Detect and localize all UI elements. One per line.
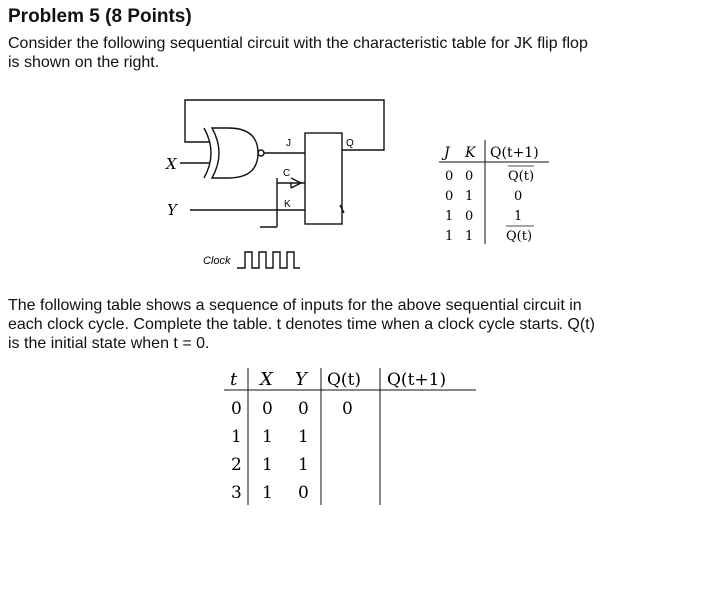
xor-gate-back-curve: [204, 128, 211, 178]
seq-cell: 0: [262, 399, 273, 419]
seq-header-qnext: Q(t+1): [387, 370, 447, 390]
jk-cell: 0: [514, 189, 523, 204]
sequence-paragraph: [8, 296, 708, 353]
jk-cell: 1: [514, 209, 523, 224]
y-label: Y: [167, 201, 177, 219]
sequence-line-1: The following table shows a sequence of inputs for the above sequential circuit in: [8, 297, 582, 314]
sequence-line-3: is the initial state when t = 0.: [8, 335, 210, 352]
jk-header-j: J: [444, 145, 450, 161]
jk-cell: Q(t): [508, 169, 535, 184]
jk-cell: 0: [465, 169, 474, 184]
intro-line-2: is shown on the right.: [8, 54, 160, 71]
jk-cell: 0: [465, 209, 474, 224]
problem-title: Problem 5 (8 Points): [8, 6, 192, 27]
jk-cell: 1: [445, 209, 454, 224]
sequence-table: [224, 368, 476, 505]
jk-cell: 0: [445, 169, 454, 184]
xor-gate-body: [212, 128, 258, 178]
c-pin-label: C: [283, 168, 291, 179]
jk-flip-flop: [305, 133, 342, 224]
clock-waveform: [237, 252, 300, 268]
jk-cell: 0: [445, 189, 454, 204]
seq-cell: 1: [262, 483, 273, 503]
seq-cell: 1: [231, 427, 242, 447]
seq-header-x: X: [260, 369, 273, 390]
xor-output-bubble: [258, 150, 264, 156]
q-pin-label: Q: [346, 138, 354, 149]
seq-header-t: t: [230, 369, 238, 390]
seq-header-y: Y: [295, 369, 307, 390]
seq-cell: 0: [298, 483, 309, 503]
jk-header-k: K: [465, 145, 476, 161]
feedback-wire: [185, 100, 384, 150]
seq-cell: 1: [298, 427, 309, 447]
x-label: X: [166, 155, 177, 173]
seq-cell: 2: [231, 455, 242, 475]
jk-cell: 1: [465, 189, 474, 204]
seq-cell: 1: [262, 455, 273, 475]
jk-header-next: Q(t+1): [490, 145, 539, 161]
intro-line-1: Consider the following sequential circuit with the characteristic table for JK flip flop: [8, 35, 588, 52]
jk-cell: Q(t): [506, 229, 533, 244]
seq-cell: 1: [262, 427, 273, 447]
jk-cell: 1: [465, 229, 474, 244]
k-branch-wire: [260, 178, 277, 227]
seq-cell: 0: [342, 399, 353, 419]
jk-characteristic-table: [439, 140, 549, 244]
sequence-line-2: each clock cycle. Complete the table. t denotes time when a clock cycle starts. Q(t): [8, 316, 595, 333]
j-pin-label: J: [286, 138, 291, 149]
seq-cell: 3: [231, 483, 242, 503]
seq-cell: 1: [298, 455, 309, 475]
seq-cell: 0: [231, 399, 242, 419]
clock-label: Clock: [203, 255, 231, 267]
k-pin-label: K: [284, 199, 291, 210]
jk-cell: 1: [445, 229, 454, 244]
seq-header-qt: Q(t): [327, 370, 362, 390]
seq-cell: 0: [298, 399, 309, 419]
